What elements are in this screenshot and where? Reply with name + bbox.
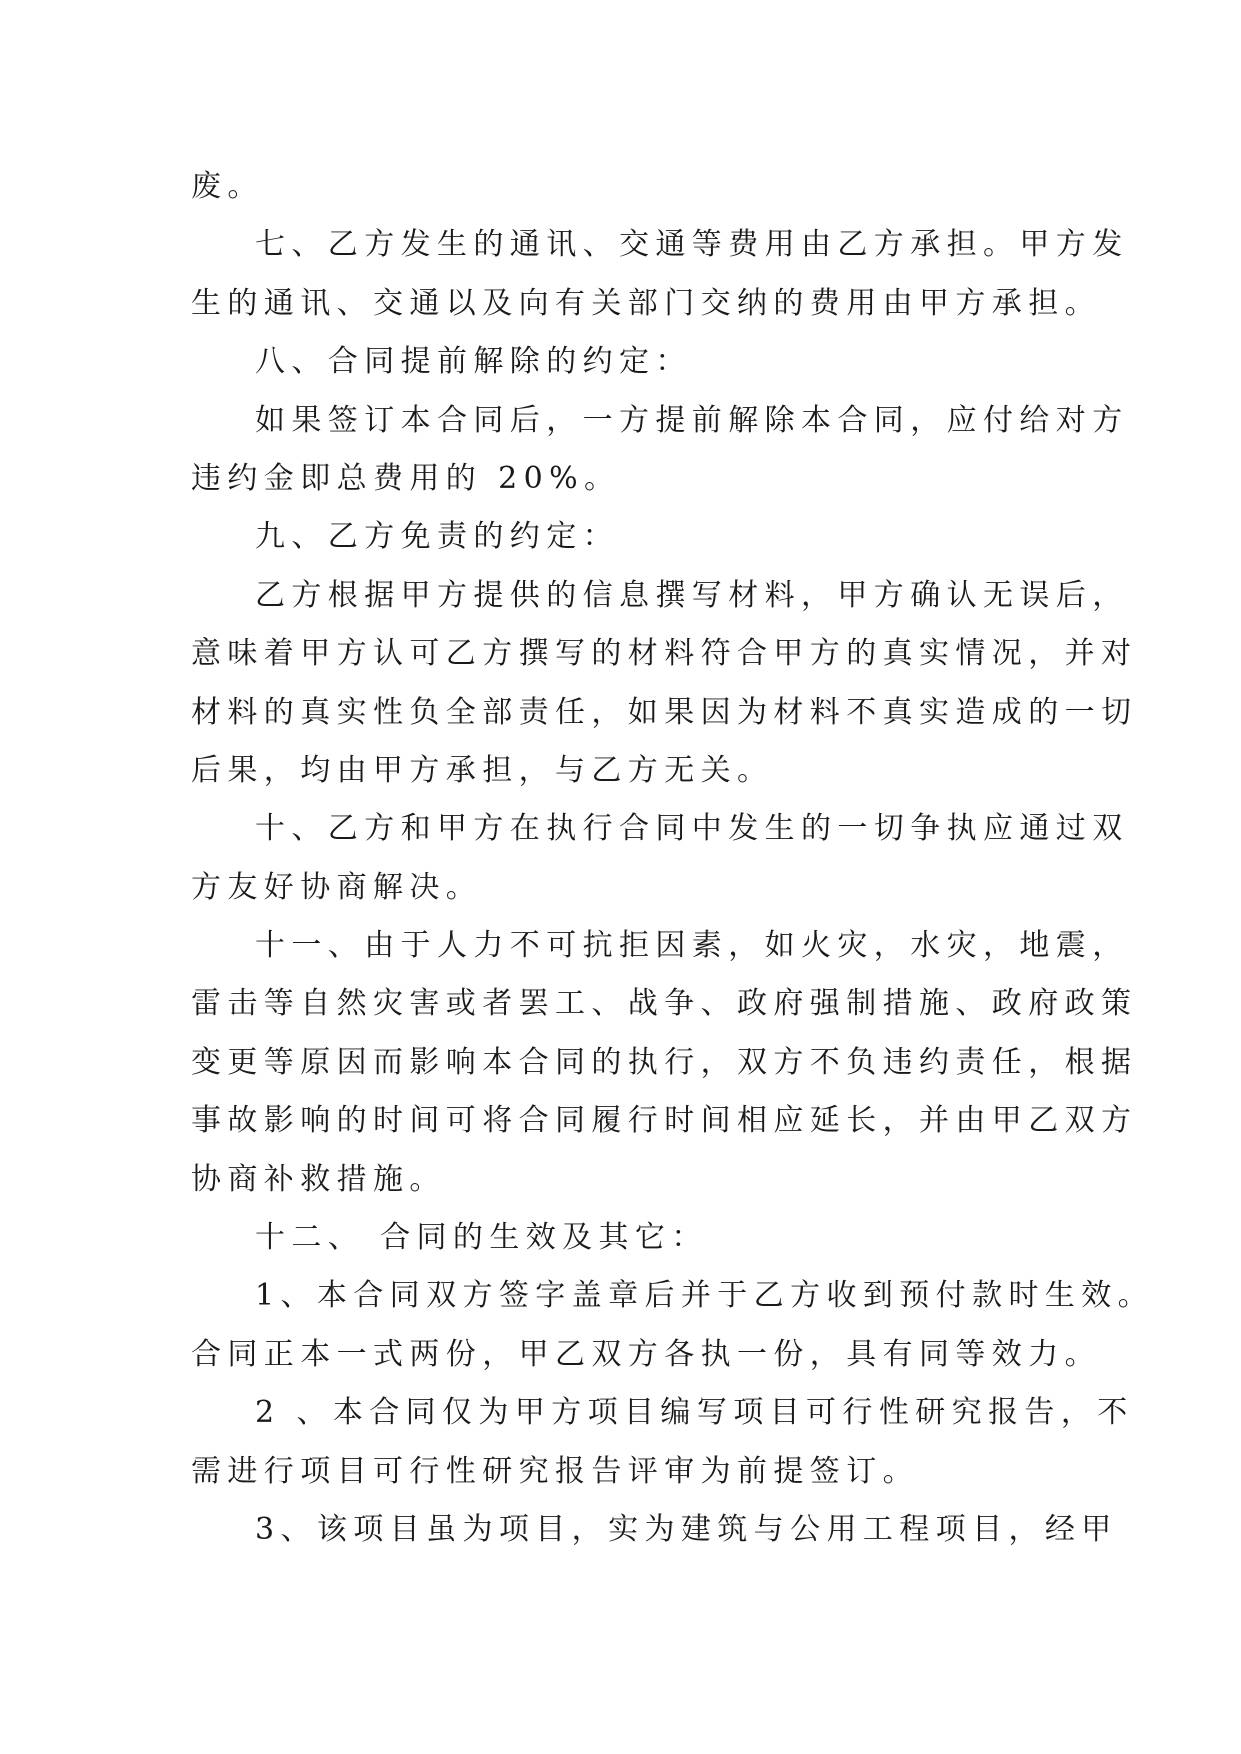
text-line: 十一、由于人力不可抗拒因素，如火灾，水灾，地震， [255,928,1129,964]
text-line: 意味着甲方认可乙方撰写的材料符合甲方的真实情况，并对 [191,636,1138,672]
text-line: 乙方根据甲方提供的信息撰写材料，甲方确认无误后， [255,577,1129,613]
text-line: 废。 [191,169,264,204]
text-line: 十二、 合同的生效及其它： [255,1220,708,1256]
text-line: 十、乙方和甲方在执行合同中发生的一切争执应通过双 [255,811,1129,847]
text-line: 七、乙方发生的通讯、交通等费用由乙方承担。甲方发 [255,227,1129,263]
text-line: 需进行项目可行性研究报告评审为前提签订。 [191,1453,919,1489]
text-line: 2 、本合同仅为甲方项目编写项目可行性研究报告，不 [255,1395,1134,1431]
text-line: 如果签订本合同后，一方提前解除本合同，应付给对方 [255,402,1129,438]
contract-text [191,158,1155,1559]
text-line: 变更等原因而影响本合同的执行，双方不负违约责任，根据 [191,1044,1138,1080]
text-line: 后果，均由甲方承担，与乙方无关。 [191,752,774,788]
text-line: 八、合同提前解除的约定： [255,344,692,380]
text-line: 1、本合同双方签字盖章后并于乙方收到预付款时生效。 [255,1278,1155,1314]
text-line: 合同正本一式两份，甲乙双方各执一份，具有同等效力。 [191,1336,1101,1372]
text-line: 事故影响的时间可将合同履行时间相应延长，并由甲乙双方 [191,1103,1138,1139]
text-line: 3、该项目虽为项目，实为建筑与公用工程项目，经甲 [255,1511,1118,1547]
text-line: 材料的真实性负全部责任，如果因为材料不真实造成的一切 [191,694,1138,730]
text-line: 违约金即总费用的 20%。 [191,460,621,496]
text-line: 方友好协商解决。 [191,869,483,905]
text-line: 雷击等自然灾害或者罢工、战争、政府强制措施、政府政策 [191,986,1138,1022]
text-line: 生的通讯、交通以及向有关部门交纳的费用由甲方承担。 [191,285,1101,321]
text-line: 九、乙方免责的约定： [255,519,619,555]
text-line: 协商补救措施。 [191,1161,446,1197]
